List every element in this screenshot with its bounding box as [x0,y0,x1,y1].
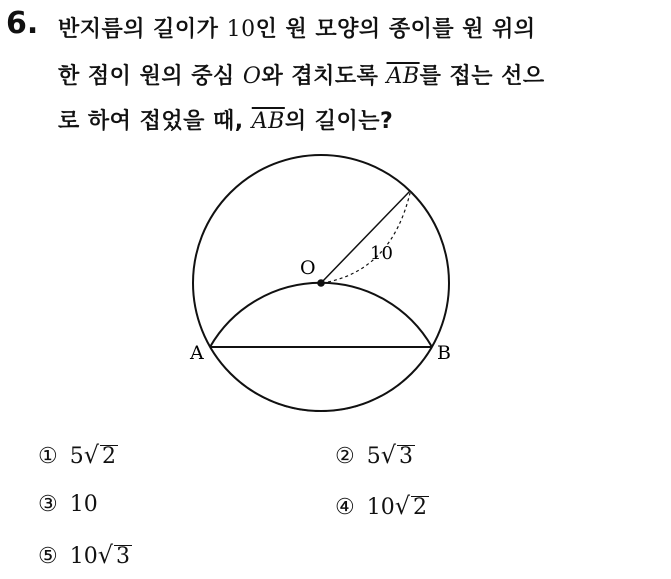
folded-arc [210,283,432,347]
question-text: 를 접는 선으 [419,64,545,89]
sqrt-symbol: √ [97,541,114,569]
radius-arc-dashed [328,193,410,282]
choice-1[interactable] [38,441,118,469]
segment-ab: $\overline{AB}$ [386,64,420,89]
choice-coef: 10 [69,544,98,569]
choice-marker: ⑤ [38,544,58,569]
question-text: 반지름의 길이가 [58,17,227,42]
radius-value: 10 [226,17,256,42]
label-b: B [437,342,451,364]
choice-radicand: 3 [399,444,414,469]
choice-radicand: 2 [102,444,117,469]
choice-3[interactable] [38,492,98,517]
folded-arc-dashed [210,347,432,411]
label-radius: 10 [370,243,393,264]
question-text: 한 점이 원의 중심 [58,64,243,89]
question-text: 의 길이는? [284,109,394,134]
choice-coef: 5 [69,444,84,469]
choice-coef: 10 [366,495,395,520]
sqrt-symbol: √ [83,441,100,469]
question-text: 로 하여 접었을 때, [58,109,252,134]
choice-marker: ② [335,444,355,469]
sqrt-symbol: √ [394,492,411,520]
radius-line [321,191,410,283]
question-number: 6. [6,6,39,41]
label-o: O [300,257,316,279]
choice-4[interactable] [335,492,429,520]
choice-coef: 10 [69,492,98,517]
choice-coef: 5 [366,444,381,469]
choice-5[interactable] [38,541,132,569]
sqrt-symbol: √ [380,441,397,469]
center-letter: O [242,64,262,89]
choice-2[interactable] [335,441,415,469]
choice-marker: ① [38,444,58,469]
segment-ab: $\overline{AB}$ [251,109,285,134]
choice-radicand: 2 [413,495,428,520]
question-text: 인 원 모양의 종이를 원 위의 [255,17,536,42]
choice-marker: ④ [335,495,355,520]
choice-radicand: 3 [116,544,131,569]
center-point [317,279,325,287]
label-a: A [190,342,204,364]
question-text: 와 겹치도록 [261,64,387,89]
choice-marker: ③ [38,492,58,517]
